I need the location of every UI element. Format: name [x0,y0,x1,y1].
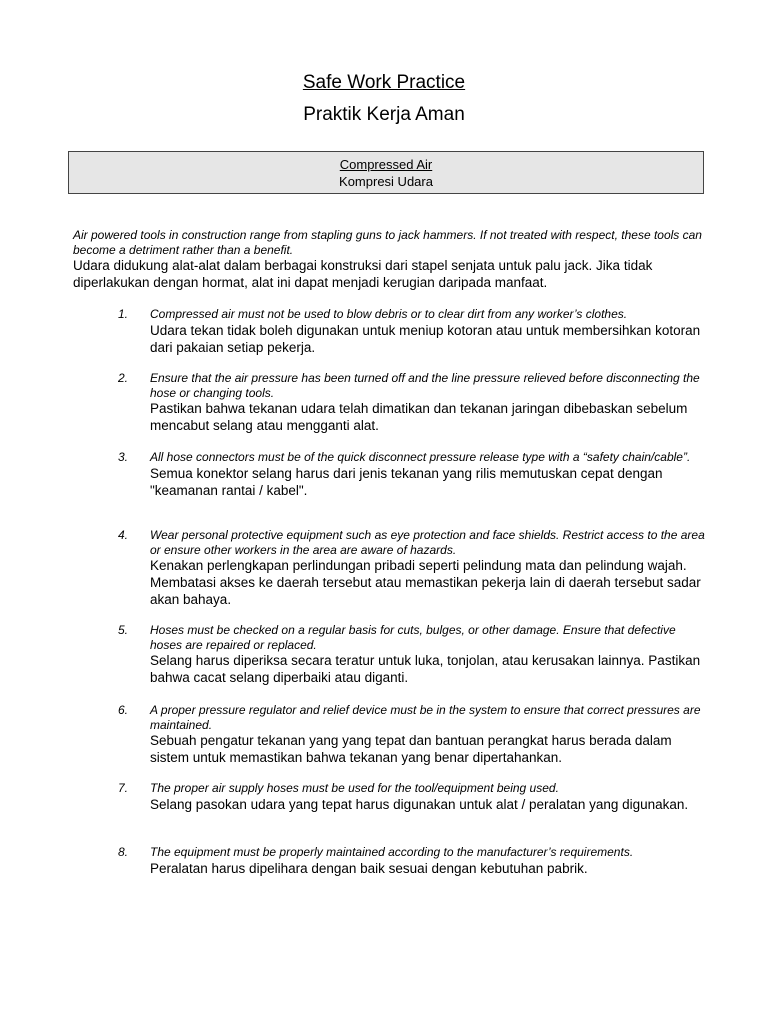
intro-text-id: Udara didukung alat-alat dalam berbagai konstruksi dari stapel senjata untuk palu jack. Jika tidak diperlakukan dengan hormat, alat ini dapat menjadi kerugian daripada manfaat. [73,258,653,290]
list-item-text-id: Kenakan perlengkapan perlindungan pribadi seperti pelindung mata dan pelindung wajah. Membatasi akses ke daerah tersebut atau memastikan pekerja lain di daerah tersebut sadar akan bahaya. [150,558,701,607]
topic-title-en: Compressed Air [339,157,433,172]
list-item-number: 6. [118,703,129,717]
topic-title-id: Kompresi Udara [339,174,433,189]
list-item-text-id: Peralatan harus dipelihara dengan baik sesuai dengan kebutuhan pabrik. [150,860,588,876]
list-item-number: 3. [118,450,129,464]
page-title: Safe Work Practice [302,72,466,93]
list-item-number: 2. [118,371,129,385]
list-item-text-id: Selang pasokan udara yang tepat harus digunakan untuk alat / peralatan yang digunakan. [150,796,689,812]
list-item-text-id: Udara tekan tidak boleh digunakan untuk meniup kotoran atau untuk membersihkan kotoran dari pakaian setiap pekerja. [150,322,701,355]
list-item-text-id: Sebuah pengatur tekanan yang yang tepat dan bantuan perangkat harus berada dalam sistem untuk memastikan bahwa tekanan yang benar dipertahankan. [150,733,672,765]
list-item-text-id: Pastikan bahwa tekanan udara telah dimatikan dan tekanan jaringan dibebaskan sebelum mencabut selang atau mengganti alat. [150,401,688,433]
list-item-number: 7. [118,781,129,795]
list-item-number: 5. [118,623,129,637]
list-item-text-en: Compressed air must not be used to blow debris or to clear dirt from any worker’s clothes. [150,307,628,321]
list-item-number: 4. [118,528,129,542]
list-item-text-id: Semua konektor selang harus dari jenis tekanan yang rilis memutuskan cepat dengan "keamanan rantai / kabel". [150,465,663,498]
list-item-text-en: Hoses must be checked on a regular basis for cuts, bulges, or other damage. Ensure that defective hoses are repaired or replaced. [150,623,676,652]
list-item-number: 1. [118,307,129,321]
list-item-text-en: The proper air supply hoses must be used for the tool/equipment being used. [150,781,559,795]
list-item-text-en: All hose connectors must be of the quick disconnect pressure release type with a “safety chain/cable”. [150,450,691,464]
list-item-text-en: Wear personal protective equipment such as eye protection and face shields. Restrict access to the area or ensure other workers in the area are aware of hazards. [150,528,705,557]
intro-paragraph [73,228,713,291]
list-item-text-id: Selang harus diperiksa secara teratur untuk luka, tonjolan, atau kerusakan lainnya. Pastikan bahwa cacat selang diperbaiki atau diganti. [150,653,701,685]
intro-text-en: Air powered tools in construction range from stapling guns to jack hammers. If not treated with respect, these tools can become a detriment rather than a benefit. [73,228,702,257]
list-item-text-en: Ensure that the air pressure has been turned off and the line pressure relieved before disconnecting the hose or changing tools. [150,371,700,400]
topic-box [68,151,704,194]
list-item-text-en: A proper pressure regulator and relief device must be in the system to ensure that correct pressures are maintained. [150,703,701,732]
list-item-number: 8. [118,845,129,859]
page-subtitle: Praktik Kerja Aman [303,104,465,125]
list-item-text-en: The equipment must be properly maintained according to the manufacturer’s requirements. [150,845,634,859]
